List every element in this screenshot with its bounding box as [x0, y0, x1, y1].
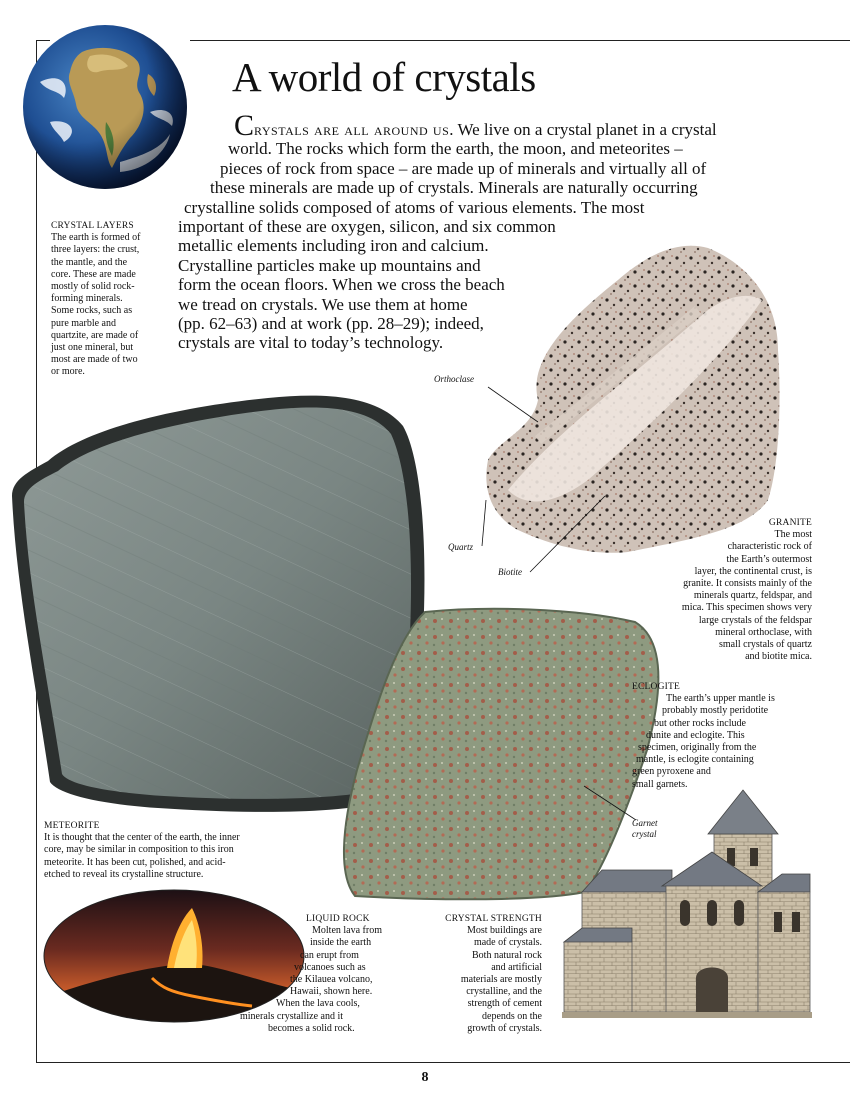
- intro-line: world. The rocks which form the earth, the moon, and meteorites –: [228, 139, 683, 159]
- caption-heading: LIQUID ROCK: [306, 914, 370, 924]
- caption-line: depends on the: [482, 1010, 542, 1022]
- caption-line: probably mostly peridotite: [662, 705, 769, 717]
- intro-line: we tread on crystals. We use them at home: [178, 294, 468, 314]
- caption-line: granite. It consists mainly of the: [683, 578, 812, 590]
- caption-granite: [610, 517, 812, 663]
- caption-heading: METEORITE: [44, 821, 100, 831]
- intro-line: crystalline solids composed of atoms of various elements. The most: [184, 197, 645, 217]
- caption-line: green pyroxene and: [632, 766, 711, 778]
- caption-meteorite: [44, 820, 344, 881]
- caption-liquid-rock: [230, 913, 400, 1035]
- caption-line: mantle, is eclogite containing: [636, 754, 754, 766]
- caption-line: layer, the continental crust, is: [694, 565, 812, 577]
- intro-lead: rystals are all around us: [254, 120, 450, 139]
- caption-line: strength of cement: [467, 998, 542, 1010]
- caption-line: minerals quartz, feldspar, and: [693, 590, 812, 602]
- caption-line: and biotite mica.: [745, 651, 812, 663]
- caption-line: core, may be similar in composition to this iron: [44, 844, 234, 856]
- caption-line: growth of crystals.: [467, 1022, 542, 1034]
- page-number: 8: [421, 1070, 429, 1085]
- drop-cap: C: [234, 109, 255, 142]
- church-image: [562, 782, 812, 1030]
- label-quartz: Quartz: [448, 542, 474, 552]
- label-biotite: Biotite: [498, 567, 522, 577]
- caption-heading: GRANITE: [768, 518, 812, 528]
- caption-line: mostly of solid rock-: [51, 281, 135, 293]
- caption-line: just one mineral, but: [51, 342, 134, 354]
- caption-line: minerals crystallize and it: [240, 1010, 344, 1022]
- caption-line: small garnets.: [632, 778, 688, 790]
- caption-line: Most buildings are: [467, 925, 542, 937]
- caption-line: materials are mostly: [460, 974, 542, 986]
- caption-line: etched to reveal its crystalline structure.: [44, 868, 204, 880]
- caption-line: volcanoes such as: [294, 961, 366, 973]
- intro-line: (pp. 62–63) and at work (pp. 28–29); indeed,: [178, 314, 484, 334]
- intro-line: form the ocean floors. When we cross the beach: [178, 275, 505, 295]
- caption-line: Some rocks, such as: [51, 305, 133, 317]
- intro-line: metallic elements including iron and calcium.: [178, 236, 489, 256]
- caption-heading: ECLOGITE: [632, 682, 681, 692]
- orthoclase-leader: [488, 387, 538, 422]
- caption-line: the mantle, and the: [51, 256, 128, 268]
- intro-line: important of these are oxygen, silicon, and six common: [178, 217, 556, 237]
- caption-line: pure marble and: [51, 317, 116, 329]
- caption-crystal-strength: [420, 913, 542, 1035]
- caption-line: mica. This specimen shows very: [681, 602, 812, 614]
- caption-line: specimen, originally from the: [638, 742, 757, 754]
- caption-line: and artificial: [491, 961, 542, 973]
- biotite-leader: [530, 496, 605, 572]
- caption-line: but other rocks include: [654, 717, 746, 729]
- label-garnet-line: crystal: [632, 829, 657, 839]
- caption-heading: CRYSTAL LAYERS: [51, 221, 134, 231]
- intro-line: pieces of rock from space – are made up of minerals and virtually all of: [220, 158, 707, 178]
- caption-line: It is thought that the center of the earth, the inner: [44, 832, 240, 844]
- caption-line: most are made of two: [51, 354, 138, 366]
- label-orthoclase: Orthoclase: [434, 374, 474, 384]
- caption-line: dunite and eclogite. This: [646, 729, 745, 741]
- caption-line: The earth’s upper mantle is: [666, 693, 775, 705]
- caption-line: characteristic rock of: [727, 541, 812, 553]
- caption-line: meteorite. It has been cut, polished, and acid-: [44, 856, 226, 868]
- label-garnet-line: Garnet: [632, 818, 658, 828]
- intro-line: these minerals are made up of crystals. Minerals are naturally occurring: [210, 178, 698, 198]
- caption-line: made of crystals.: [473, 937, 542, 949]
- caption-line: quartzite, are made of: [51, 329, 139, 341]
- caption-line: core. These are made: [51, 268, 136, 280]
- caption-line: large crystals of the feldspar: [698, 614, 812, 626]
- caption-line: or more.: [51, 366, 85, 378]
- caption-line: Both natural rock: [472, 949, 542, 961]
- caption-line: forming minerals.: [51, 293, 123, 305]
- intro-line: Crystalline particles make up mountains and: [178, 255, 481, 275]
- caption-line: Molten lava from: [312, 925, 382, 937]
- caption-line: becomes a solid rock.: [268, 1022, 355, 1034]
- caption-line: can erupt from: [300, 949, 359, 961]
- caption-heading: CRYSTAL STRENGTH: [445, 914, 542, 924]
- caption-line: small crystals of quartz: [718, 639, 812, 651]
- caption-line: The earth is formed of: [51, 232, 141, 244]
- caption-line: When the lava cools,: [276, 998, 360, 1010]
- caption-line: Hawaii, shown here.: [290, 986, 373, 998]
- caption-line: inside the earth: [310, 937, 372, 949]
- caption-line: the Earth’s outermost: [726, 553, 812, 565]
- quartz-leader: [482, 500, 486, 546]
- page-title: A world of crystals: [232, 54, 536, 100]
- caption-line: the Kilauea volcano,: [290, 974, 373, 986]
- caption-eclogite: [632, 681, 822, 791]
- caption-line: three layers: the crust,: [51, 244, 140, 256]
- intro-line: crystals are vital to today’s technology.: [178, 333, 444, 353]
- intro-line-1-rest: . We live on a crystal planet in a crystal: [449, 120, 717, 139]
- caption-line: mineral orthoclase, with: [715, 626, 812, 638]
- caption-line: crystalline, and the: [466, 986, 542, 998]
- caption-line: The most: [774, 529, 812, 541]
